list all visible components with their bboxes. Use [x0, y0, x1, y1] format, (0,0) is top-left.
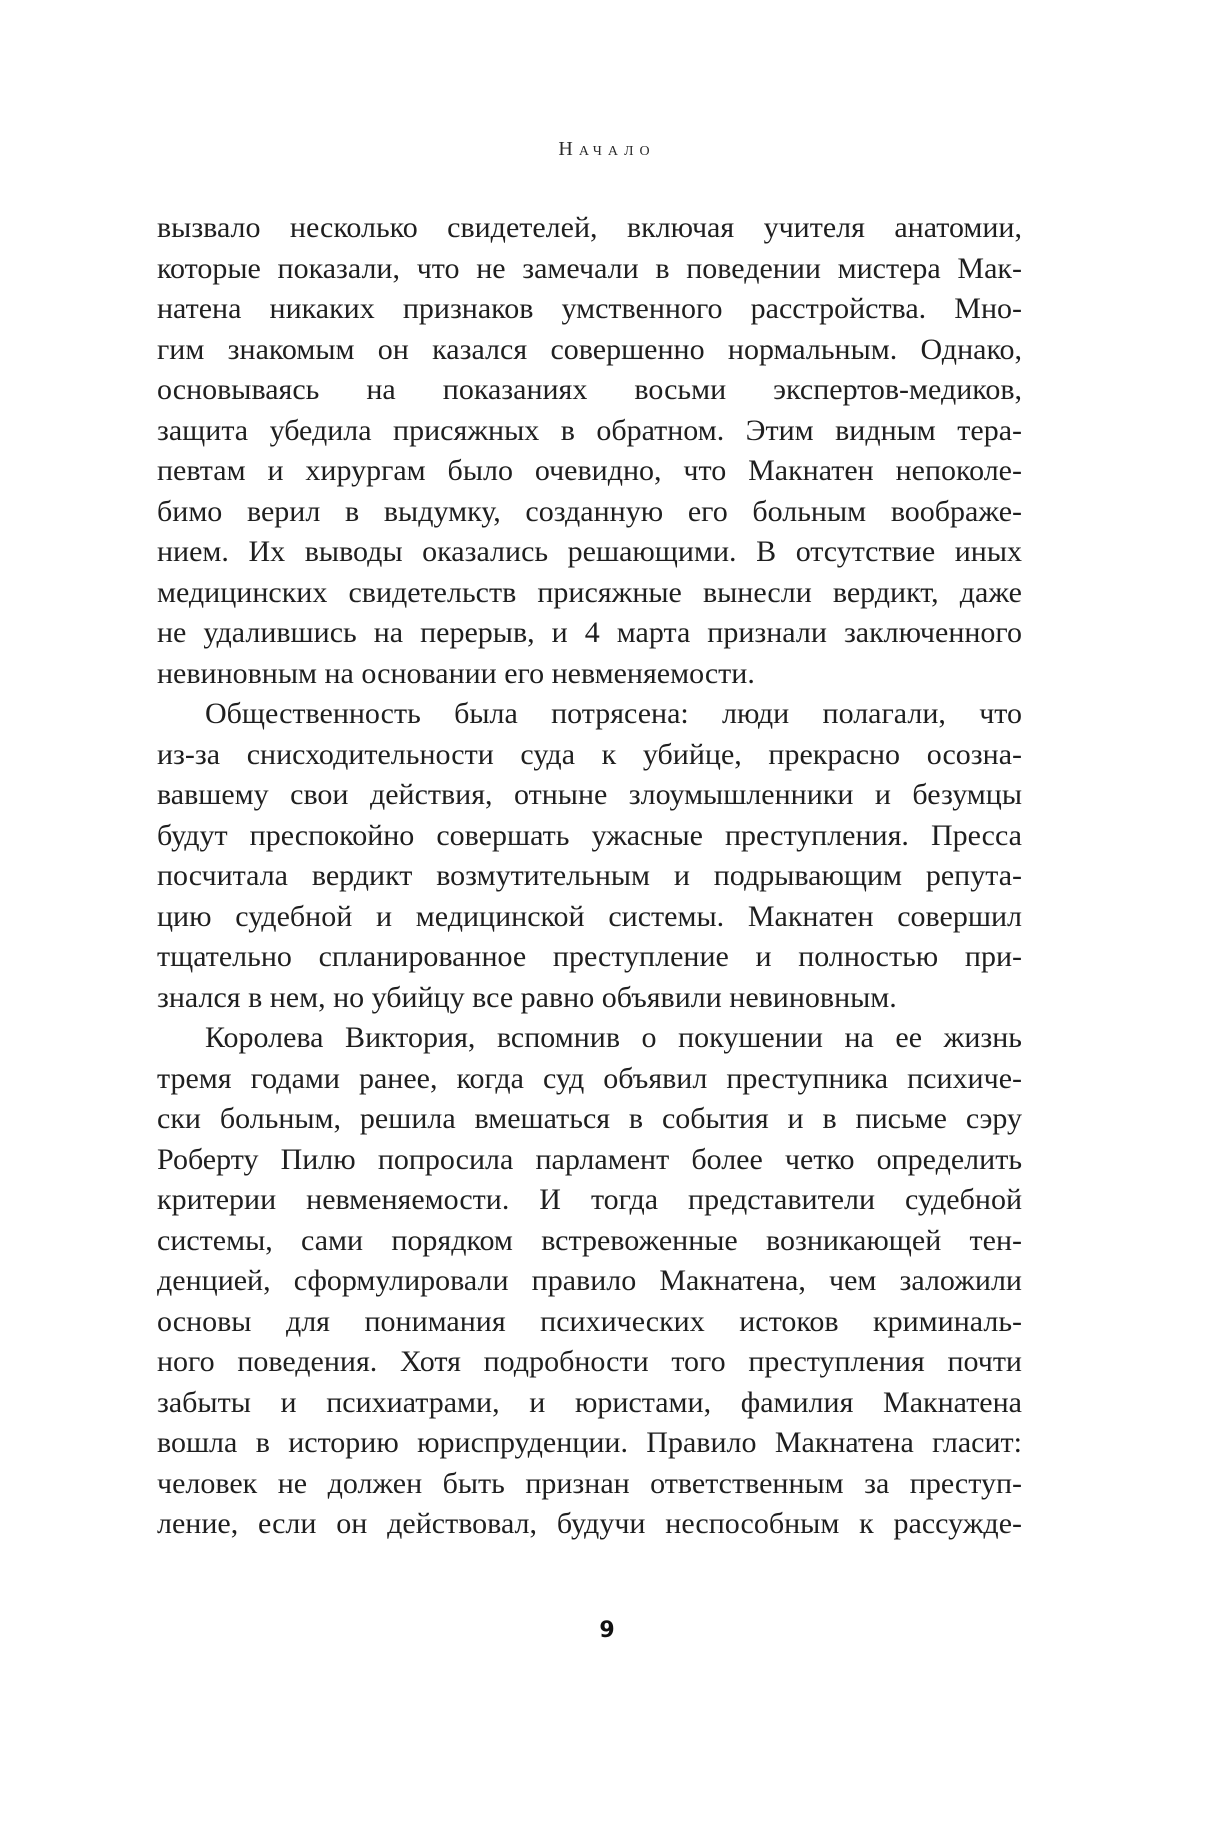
text-line: человек не должен быть признан ответственным за преступ- [157, 1466, 1022, 1500]
text-line: тремя годами ранее, когда суд объявил преступника психиче- [157, 1061, 1022, 1095]
text-line: певтам и хирургам было очевидно, что Макнатен непоколе- [157, 454, 1022, 487]
text-line: вавшему свои действия, отныне злоумышленники и безумцы [157, 778, 1022, 811]
text-line: системы, сами порядком встревоженные возникающей тен- [157, 1223, 1022, 1257]
text-line: основы для понимания психических истоков криминаль- [157, 1304, 1022, 1338]
text-line: невиновным на основании его невменяемости. [157, 656, 755, 690]
text-line: натена никаких признаков умственного расстройства. Мно- [157, 292, 1022, 325]
text-line: будут преспокойно совершать ужасные преступления. Пресса [157, 818, 1022, 852]
text-line: денцией, сформулировали правило Макнатена, чем заложили [157, 1264, 1022, 1297]
text-line: защита убедила присяжных в обратном. Этим видным тера- [157, 413, 1022, 447]
text-line: нием. Их выводы оказались решающими. В отсутствие иных [157, 535, 1022, 568]
text-line: бимо верил в выдумку, созданную его больным воображе- [157, 494, 1022, 528]
text-line: вызвало несколько свидетелей, включая учителя анатомии, [157, 211, 1022, 244]
text-line: вошла в историю юриспруденции. Правило Макнатена гласит: [157, 1426, 1022, 1459]
text-line: цию судебной и медицинской системы. Макнатен совершил [157, 899, 1022, 933]
text-line: гим знакомым он казался совершенно нормальным. Однако, [157, 332, 1022, 366]
text-line: знался в нем, но убийцу все равно объявили невиновным. [157, 980, 897, 1014]
text-line: медицинских свидетельств присяжные вынесли вердикт, даже [157, 575, 1022, 609]
paragraph-first-line: Общественность была потрясена: люди полагали, что [205, 697, 1022, 730]
text-line: тщательно спланированное преступление и полностью при- [157, 940, 1022, 973]
text-line: забыты и психиатрами, и юристами, фамилия Макнатена [157, 1385, 1022, 1419]
text-line: ление, если он действовал, будучи неспособным к рассужде- [157, 1507, 1022, 1540]
page-number: 9 [599, 1618, 615, 1643]
text-line: посчитала вердикт возмутительным и подрывающим репута- [157, 859, 1022, 892]
body-text [157, 208, 1022, 1545]
text-line: из-за снисходительности суда к убийце, прекрасно осозна- [157, 737, 1022, 771]
text-line: не удалившись на перерыв, и 4 марта признали заключенного [157, 616, 1022, 649]
text-line: Роберту Пилю попросила парламент более четко определить [157, 1142, 1022, 1176]
text-line: основываясь на показаниях восьми экспертов-медиков, [157, 373, 1022, 406]
text-line: критерии невменяемости. И тогда представители судебной [157, 1183, 1022, 1216]
paragraph-first-line: Королева Виктория, вспомнив о покушении на ее жизнь [205, 1021, 1022, 1054]
text-line: ски больным, решила вмешаться в события и в письме сэру [157, 1102, 1022, 1135]
text-line: ного поведения. Хотя подробности того преступления почти [157, 1345, 1022, 1378]
running-head: Начало [558, 138, 656, 160]
text-line: которые показали, что не замечали в поведении мистера Мак- [157, 251, 1022, 285]
